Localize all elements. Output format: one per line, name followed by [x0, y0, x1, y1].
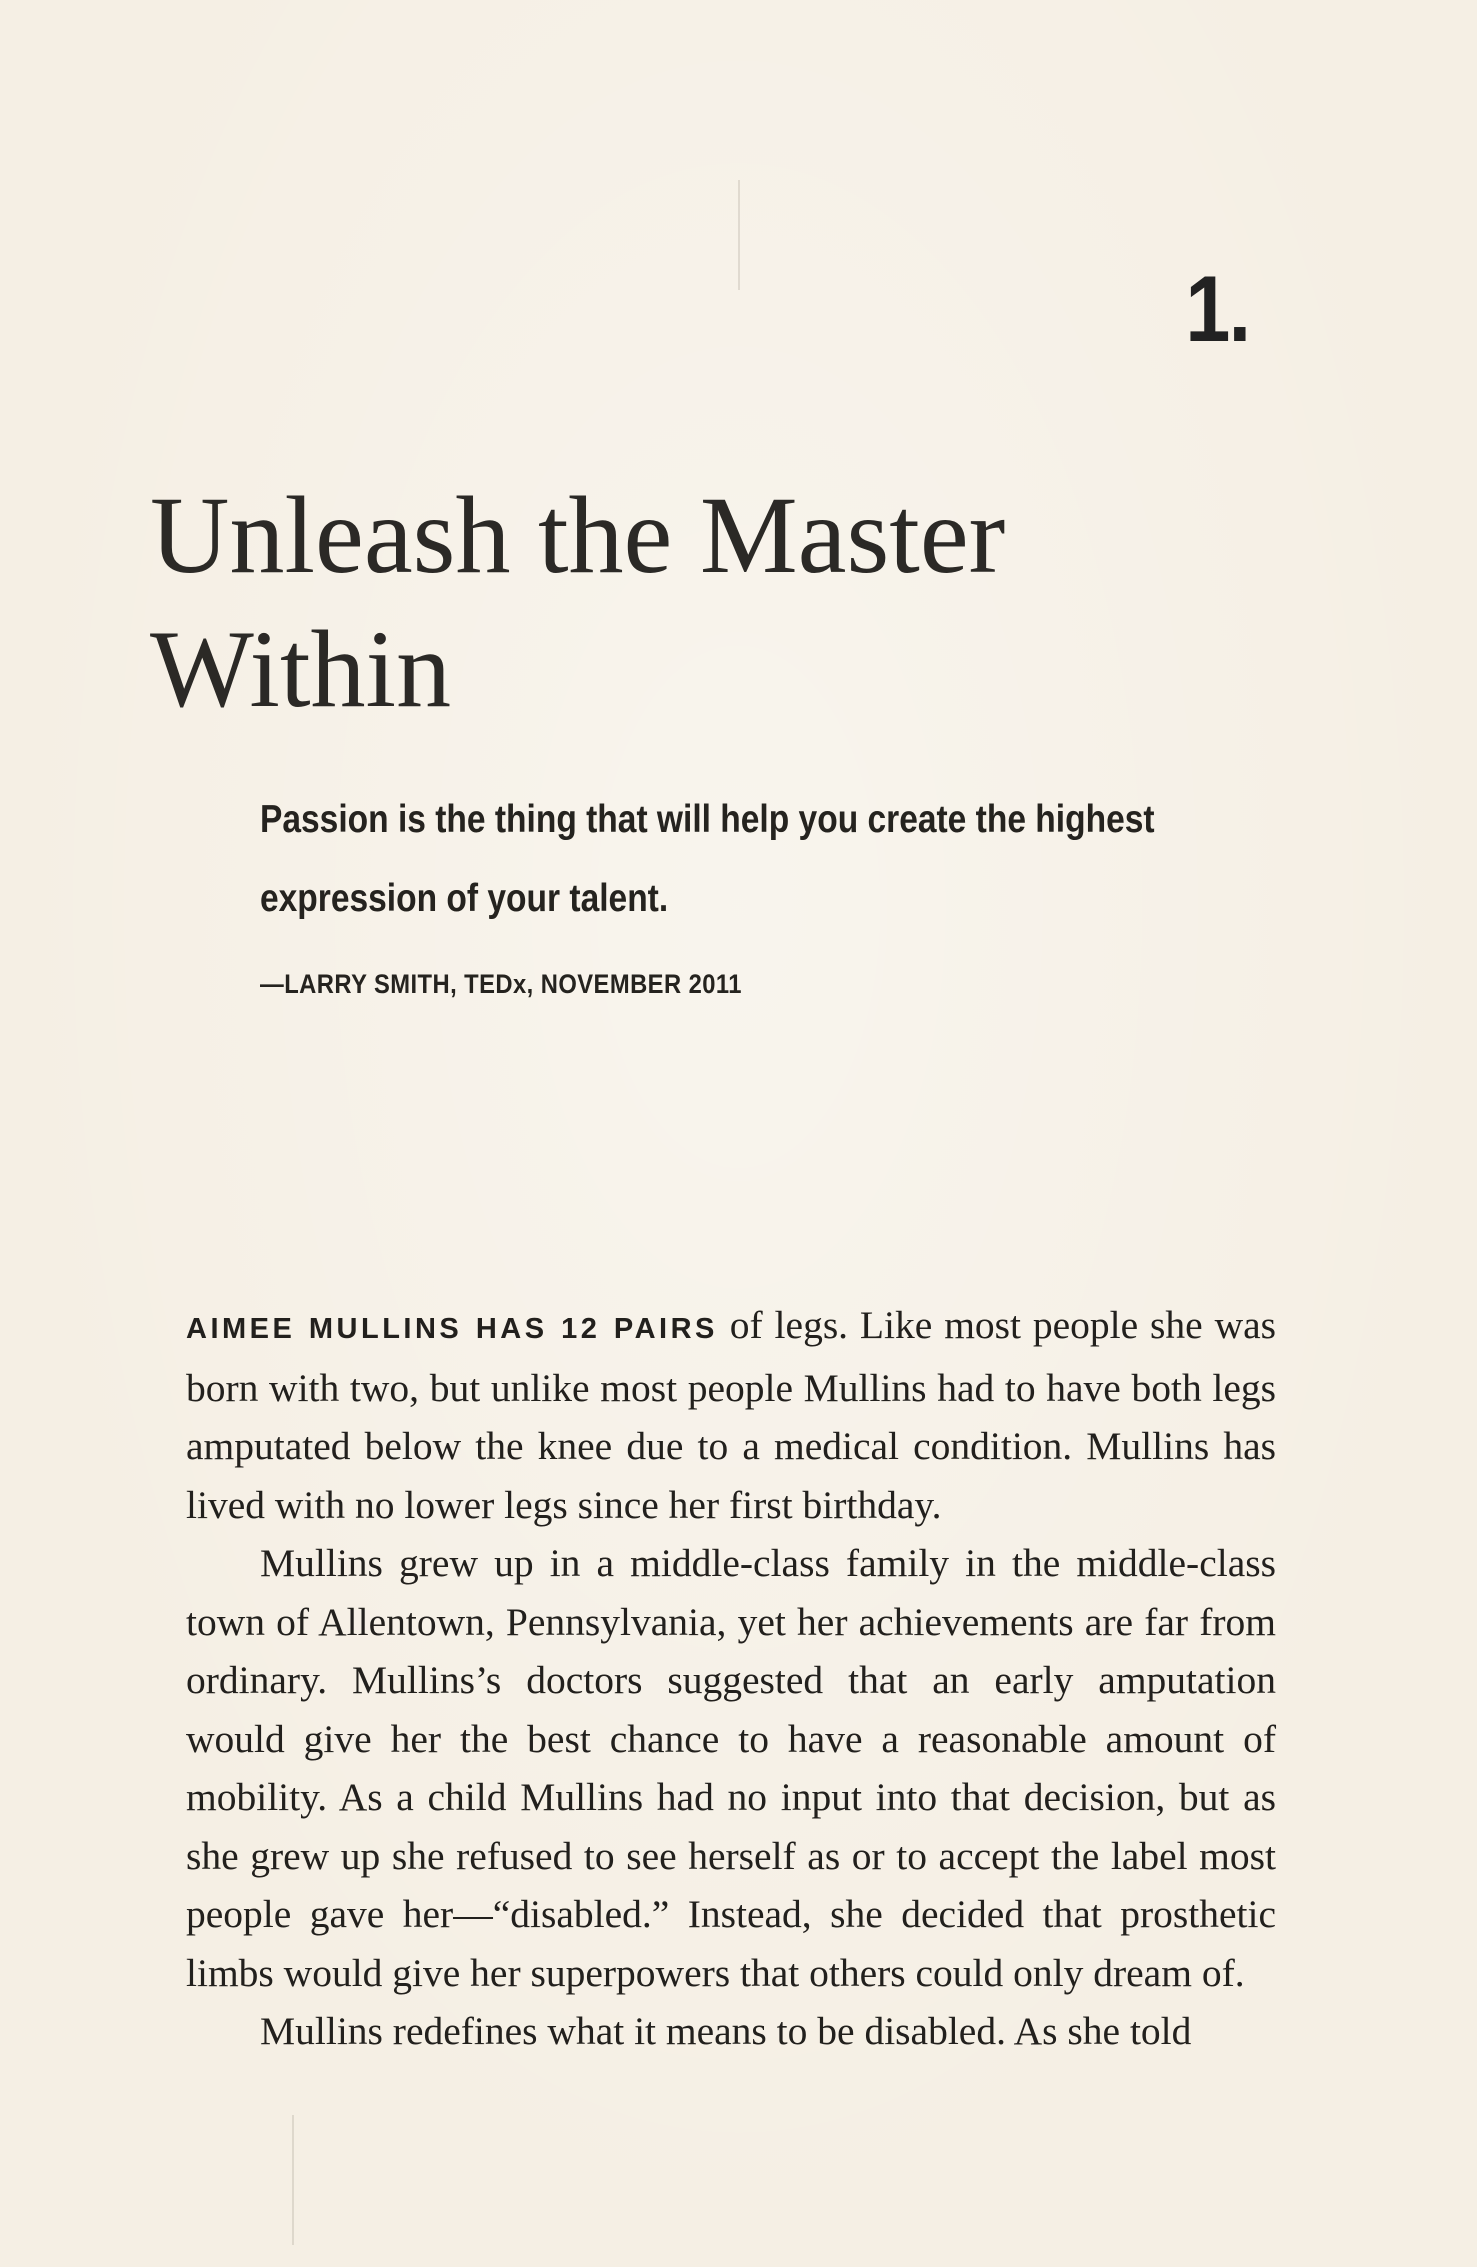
scan-mark — [292, 2115, 294, 2245]
scan-mark — [738, 180, 740, 290]
lead-in-text: AIMEE MULLINS HAS 12 PAIRS — [186, 1313, 718, 1345]
chapter-title: Unleash the Master Within — [150, 474, 1006, 730]
paragraph-text: of legs. Like most people she was born with two, but unlike most people Mullins had to have both legs amputated below the knee due to a medical condition. Mullins has lived with no lower legs since her first birthday. — [186, 1303, 1277, 1527]
chapter-number: 1. — [1185, 256, 1249, 361]
epigraph-quote: Passion is the thing that will help you create the highest expression of your talent. — [260, 798, 1155, 920]
paragraph-2: Mullins grew up in a middle-class family in the middle-class town of Allentown, Pennsylvania, yet her achievements are far from ordinary. Mullins’s doctors suggested that an early amputation would give her the best chance to have a reasonable amount of mobility. As a child Mullins had no input into that decision, but as she grew up she refused to see herself as or to accept the label most people gave her—“disabled.” Instead, she decided that prosthetic limbs would give her superpowers that others could only dream of. — [186, 1541, 1276, 1995]
paragraph-1 — [186, 1296, 1276, 1534]
epigraph-attribution: —LARRY SMITH, TEDx, NOVEMBER 2011 — [260, 969, 742, 999]
body-text — [186, 1296, 1276, 2061]
paragraph-3: Mullins redefines what it means to be disabled. As she told — [260, 2009, 1192, 2053]
epigraph — [260, 780, 1260, 1004]
